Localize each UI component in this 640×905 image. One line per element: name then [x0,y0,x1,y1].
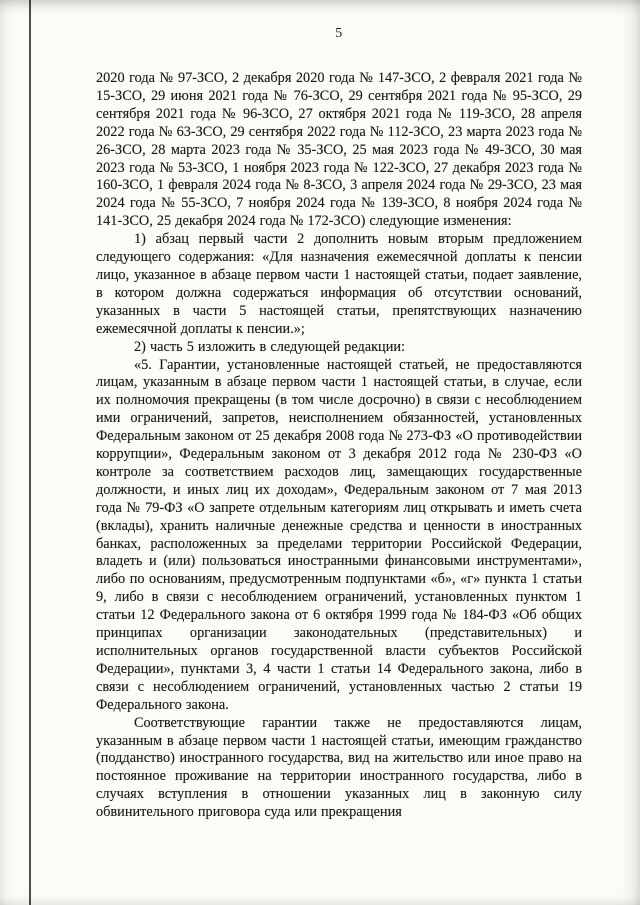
paragraph-guarantees-continuation: Соответствующие гарантии также не предоставляются лицам, указанным в абзаце первом части 1 настоящей статьи, имеющим гражданство (подданство) иностранного государства, вид на жительство или иное право на постоянное проживание на территории иностранного государства, либо в случаях вступления в отношении указанных лиц в законную силу обвинительного приговора суда или прекращения [96,714,582,821]
paragraph-item-1: 1) абзац первый части 2 дополнить новым вторым предложением следующего содержания: «Для назначения ежемесячной доплаты к пенсии лицо, указанное в абзаце первом части 1 настоящей статьи, подает заявление, в котором должна содержаться информация об отсутствии оснований, указанных в части 5 настоящей статьи, препятствующих назначению ежемесячной доплаты к пенсии.»; [96,231,582,337]
paragraph-part-5-new-wording: «5. Гарантии, установленные настоящей статьей, не предоставляются лицам, указанным в абзаце первом части 1 настоящей статьи, в случае, если их полномочия прекращены (в том числе досрочно) в связи с несоблюдением ими ограничений, запретов, неисполнением обязанностей, установленных Федеральным законом от 25 декабря 2008 года № 273-ФЗ «О противодействии коррупции», Федеральным законом от 3 декабря 2012 года № 230-ФЗ «О контроле за соответствием расходов лиц, замещающих государственные должности, и иных лиц их доходам», Федеральным законом от 7 мая 2013 года № 79-ФЗ «О запрете отдельным категориям лиц открывать и иметь счета (вклады), хранить наличные денежные средства и ценности в иностранных банках, расположенных за пределами территории Российской Федерации, владеть и (или) пользоваться иностранными финансовыми инструментами», либо по основаниям, предусмотренным подпунктами «б», «г» пункта 1 статьи 9, либо в связи с несоблюдением ограничений, установленных пунктом 1 статьи 12 Федерального закона от 6 октября 1999 года № 184-ФЗ «Об общих принципах организации законодательных (представительных) и исполнительных органов государственной власти субъектов Российской Федерации», пунктами 3, 4 части 1 статьи 14 Федерального закона, либо в связи с несоблюдением ограничений, установленных частью 2 статьи 19 Федерального закона. [96,356,582,713]
paragraph-item-2: 2) часть 5 изложить в следующей редакции: [134,338,405,355]
document-body [96,70,582,822]
paragraph-amendment-list-continuation: 2020 года № 97-ЗСО, 2 декабря 2020 года № 147-ЗСО, 2 февраля 2021 года № 15-ЗСО, 29 июня 2021 года № 76-ЗСО, 29 сентября 2021 года № 95-ЗСО, 29 сентября 2021 года № 96-ЗСО, 27 октября 2021 года № 119-ЗСО, 28 апреля 2022 года № 63-ЗСО, 29 сентября 2022 года № 112-ЗСО, 23 марта 2023 года № 26-ЗСО, 28 марта 2023 года № 35-ЗСО, 25 мая 2023 года № 49-ЗСО, 30 мая 2023 года № 53-ЗСО, 1 ноября 2023 года № 122-ЗСО, 27 декабря 2023 года № 160-ЗСО, 1 февраля 2024 года № 8-ЗСО, 3 апреля 2024 года № 29-ЗСО, 23 мая 2024 года № 55-ЗСО, 7 ноября 2024 года № 139-ЗСО, 8 ноября 2024 года № 141-ЗСО, 25 декабря 2024 года № 172-ЗСО) следующие изменения: [96,70,582,230]
page-number: 5 [335,26,343,41]
scan-artifact-left-line [29,0,31,905]
